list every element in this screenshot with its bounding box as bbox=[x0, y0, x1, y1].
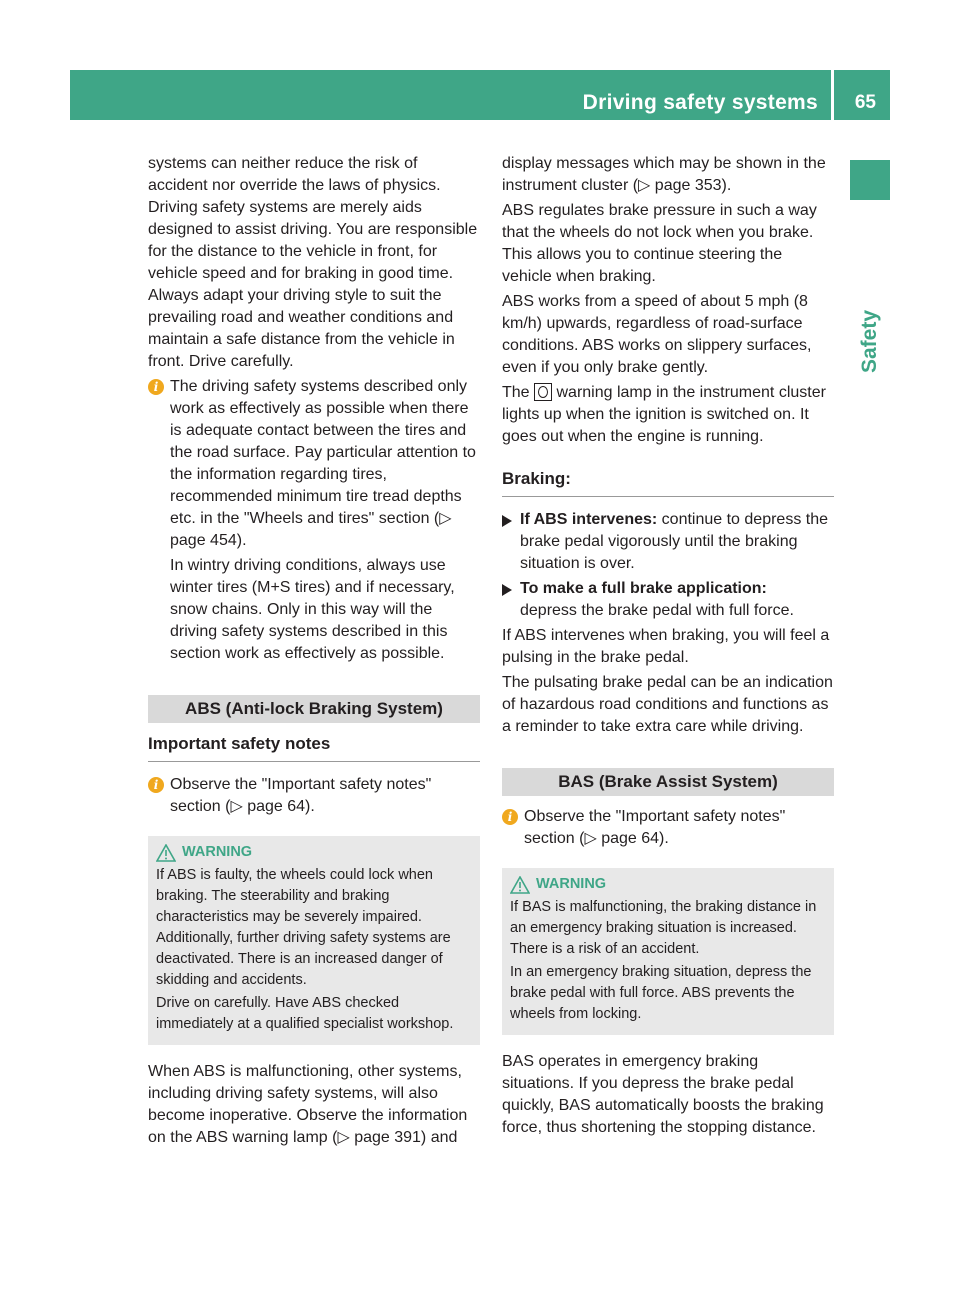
note-paragraph: Observe the "Important safety notes" section (▷ page 64). bbox=[170, 776, 432, 815]
warning-paragraph: If BAS is malfunctioning, the braking distance in an emergency braking situation is increased. There is a risk of an accident. bbox=[510, 899, 817, 957]
warning-title: WARNING bbox=[536, 876, 607, 892]
lamp-text-after: warning lamp in the instrument cluster lights up when the ignition is switched on. It goes out when the engine is running. bbox=[502, 384, 826, 445]
warning-box bbox=[148, 836, 480, 1045]
step-arrow-icon bbox=[502, 515, 512, 527]
step-label: To make a full brake application: bbox=[520, 580, 767, 597]
warning-paragraph: Drive on carefully. Have ABS checked immediately at a qualified specialist workshop. bbox=[156, 995, 454, 1032]
page-number: 65 bbox=[854, 92, 876, 113]
section-heading-bas: BAS (Brake Assist System) bbox=[502, 768, 834, 796]
info-icon: i bbox=[148, 379, 164, 395]
body-paragraph: ABS works from a speed of about 5 mph (8 km/h) upwards, regardless of road-surface conditions. ABS works on slippery surfaces, even if you only brake gently. bbox=[502, 293, 812, 376]
body-paragraph: The pulsating brake pedal can be an indication of hazardous road conditions and functions as a reminder to take extra care while driving. bbox=[502, 674, 833, 735]
step-text: continue to depress the brake pedal vigorously until the braking situation is over. bbox=[520, 511, 829, 572]
instruction-step bbox=[502, 509, 834, 575]
side-tab-label: Safety bbox=[858, 309, 881, 373]
abs-warning-lamp-icon bbox=[534, 383, 552, 401]
page-title: Driving safety systems bbox=[582, 91, 818, 114]
info-icon: i bbox=[148, 777, 164, 793]
info-note bbox=[502, 806, 834, 850]
warning-box bbox=[502, 868, 834, 1035]
info-note bbox=[148, 376, 480, 665]
header-bar bbox=[70, 70, 890, 120]
step-text: depress the brake pedal with full force. bbox=[520, 602, 794, 619]
instruction-step bbox=[502, 578, 834, 622]
step-label: If ABS intervenes: bbox=[520, 511, 658, 528]
info-note bbox=[148, 774, 480, 818]
warning-header bbox=[510, 874, 826, 895]
warning-paragraph: In an emergency braking situation, depress the brake pedal with full force. ABS prevents the wheels from locking. bbox=[510, 964, 812, 1022]
note-paragraph: Observe the "Important safety notes" section (▷ page 64). bbox=[524, 808, 786, 847]
warning-header bbox=[156, 842, 472, 863]
body-paragraph: display messages which may be shown in the instrument cluster (▷ page 353). bbox=[502, 155, 826, 194]
header-divider bbox=[831, 70, 834, 120]
intro-paragraph: systems can neither reduce the risk of accident nor override the laws of physics. Driving safety systems are merely aids designed to assist driving. You are responsible for the distance to the vehicle in front, for vehicle speed and for braking in good time. Always adapt your driving style to suit the prevailing road and weather conditions and maintain a safe distance from the vehicle in front. Drive carefully. bbox=[148, 155, 478, 370]
warning-triangle-icon bbox=[156, 844, 176, 862]
warning-triangle-icon bbox=[510, 876, 530, 894]
body-paragraph: When ABS is malfunctioning, other systems, including driving safety systems, will also become inoperative. Observe the information on the ABS warning lamp (▷ page 391) and bbox=[148, 1063, 468, 1146]
body-paragraph: ABS regulates brake pressure in such a way that the wheels do not lock when you brake. This allows you to continue steering the vehicle when braking. bbox=[502, 202, 817, 285]
warning-paragraph: If ABS is faulty, the wheels could lock when braking. The steerability and braking characteristics may be severely impaired. Additionally, further driving safety systems are deactivated. There is an increased danger of skidding and accidents. bbox=[156, 867, 451, 988]
step-arrow-icon bbox=[502, 584, 512, 596]
section-heading-abs: ABS (Anti-lock Braking System) bbox=[148, 695, 480, 723]
warning-title: WARNING bbox=[182, 844, 253, 860]
lamp-text-before: The bbox=[502, 384, 530, 401]
note-paragraph: In wintry driving conditions, always use winter tires (M+S tires) and if necessary, snow chains. Only in this way will the driving safety systems described in this section work as effectively as possible. bbox=[170, 557, 455, 662]
right-column bbox=[502, 153, 834, 1142]
left-column bbox=[148, 153, 480, 1152]
note-paragraph: The driving safety systems described only work as effectively as possible when there is adequate contact between the tires and the road surface. Pay particular attention to the information regarding tires, recommended minimum tire tread depths etc. in the "Wheels and tires" section (▷ page 454). bbox=[170, 378, 476, 549]
subheading-safety-notes: Important safety notes bbox=[148, 733, 480, 762]
body-paragraph: If ABS intervenes when braking, you will feel a pulsing in the brake pedal. bbox=[502, 627, 830, 666]
body-paragraph bbox=[502, 382, 834, 448]
info-icon: i bbox=[502, 809, 518, 825]
subheading-braking: Braking: bbox=[502, 468, 834, 497]
body-paragraph: BAS operates in emergency braking situations. If you depress the brake pedal quickly, BAS automatically boosts the braking force, thus shortening the stopping distance. bbox=[502, 1053, 824, 1136]
side-tab-marker bbox=[850, 160, 890, 200]
